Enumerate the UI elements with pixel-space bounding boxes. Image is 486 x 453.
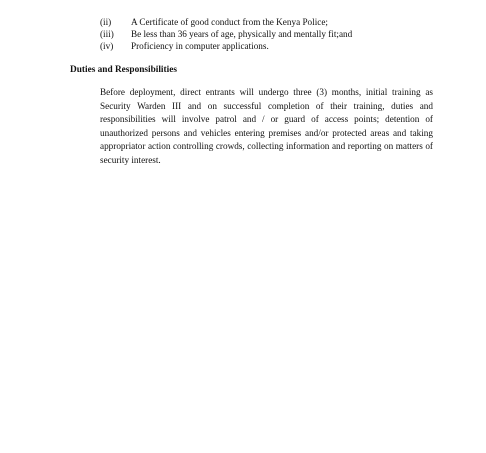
section-heading: Duties and Responsibilities bbox=[70, 65, 177, 75]
list-item bbox=[100, 28, 440, 40]
list-item bbox=[100, 16, 440, 28]
list-item bbox=[100, 40, 440, 52]
list-item-number: (iv) bbox=[100, 41, 114, 51]
list-item-text: Proficiency in computer applications. bbox=[131, 41, 269, 51]
section-paragraph: Before deployment, direct entrants will undergo three (3) months, initial training as Security Warden III and on successful completion of their training, duties and responsibilities will involve patrol and / or guard of access points; detention of unauthorized persons and vehicles entering premises and/or protected areas and taking appropriator action controlling crowds, collecting information and reporting on matters of security interest. bbox=[100, 87, 433, 165]
list-item-text: A Certificate of good conduct from the Kenya Police; bbox=[131, 17, 328, 27]
list-item-number: (ii) bbox=[100, 17, 112, 27]
list-item-text: Be less than 36 years of age, physically and mentally fit;and bbox=[131, 29, 353, 39]
requirements-list bbox=[100, 16, 440, 52]
list-item-number: (iii) bbox=[100, 29, 114, 39]
